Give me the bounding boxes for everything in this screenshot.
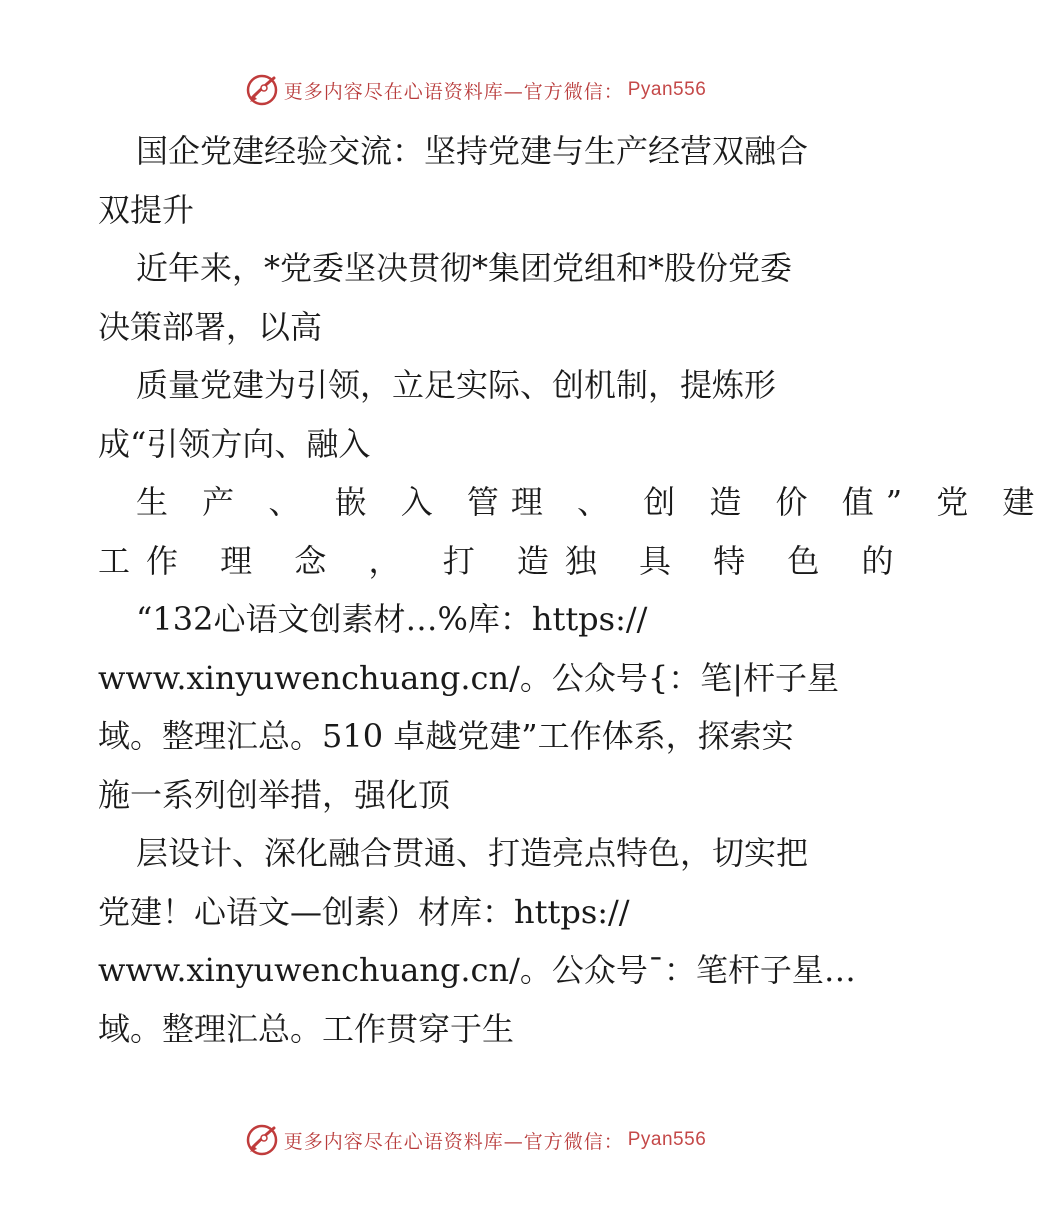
- footer-banner-text: 更多内容尽在心语资料库—官方微信：: [283, 1130, 624, 1153]
- doc-line-11: 域。整理汇总。510 卓越党建”工作体系，探索实: [98, 717, 794, 755]
- pen-logo-icon: [244, 1122, 280, 1158]
- document-body: [98, 122, 1046, 1058]
- doc-title-line-2: 双提升: [98, 190, 195, 229]
- footer-banner: [0, 1122, 950, 1158]
- pen-logo-icon: [244, 72, 280, 108]
- header-banner: [0, 72, 950, 108]
- doc-title-line-1: 国企党建经验交流：坚持党建与生产经营双融合: [136, 132, 809, 170]
- doc-line-6: 成“引领方向、融入: [98, 424, 371, 463]
- footer-banner-wechat-id: Pyan556: [627, 1129, 707, 1150]
- doc-line-8: 工作 理 念 ， 打 造独 具 特 色 的: [98, 541, 910, 580]
- doc-line-3: 近年来，*党委坚决贯彻*集团党组和*股份党委: [136, 249, 793, 287]
- doc-line-16: 域。整理汇总。工作贯穿于生: [98, 1009, 515, 1048]
- header-banner-text: 更多内容尽在心语资料库—官方微信：: [283, 80, 624, 103]
- doc-line-5: 质量党建为引领，立足实际、创机制，提炼形: [136, 366, 777, 404]
- doc-line-10: www.xinyuwenchuang.cn/。公众号{：笔|杆子星: [98, 658, 840, 697]
- doc-line-12: 施一系列创举措，强化顶: [98, 775, 451, 814]
- doc-line-13: 层设计、深化融合贯通、打造亮点特色，切实把: [136, 834, 809, 872]
- doc-line-9: “132心语文创素材…%库：https://: [136, 600, 648, 638]
- doc-line-15: www.xinyuwenchuang.cn/。公众号¯：笔杆子星…: [98, 951, 856, 989]
- doc-line-4: 决策部署，以高: [98, 307, 323, 346]
- header-banner-wechat-id: Pyan556: [627, 79, 707, 100]
- doc-line-7: 生 产 、 嵌 入 管理 、 创 造 价 值” 党 建: [136, 483, 1046, 521]
- doc-line-14: 党建！心语文—创素）材库：https://: [98, 892, 630, 931]
